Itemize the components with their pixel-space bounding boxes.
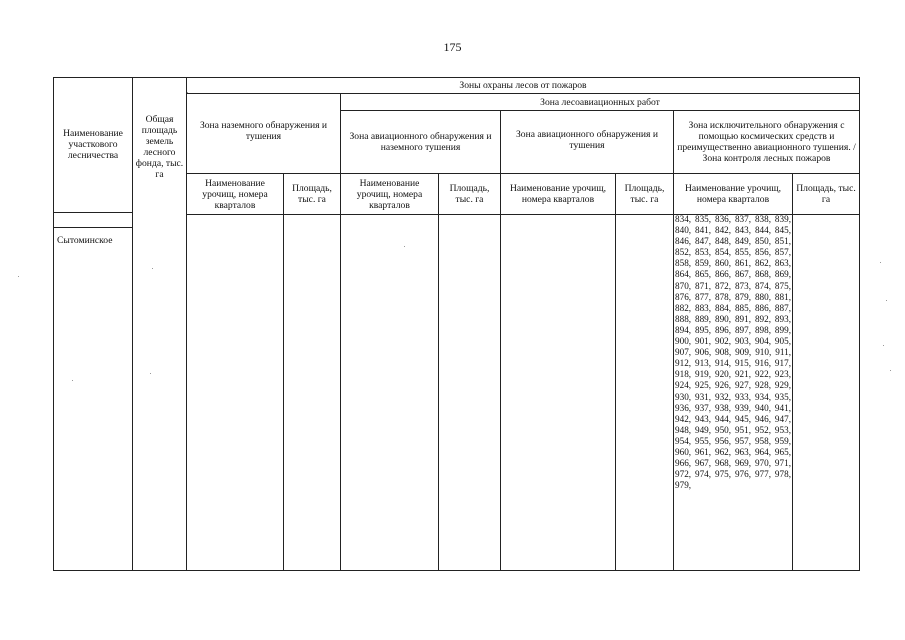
col-rule-sub-4 [792, 173, 793, 571]
scan-speck [152, 268, 153, 269]
scan-speck [187, 92, 188, 93]
table-border-right [859, 77, 860, 571]
header-aviation-ground-zone: Зона авиационного обнаружения и наземного тушения [349, 131, 492, 153]
sub-area-1: Площадь, тыс. га [292, 183, 332, 205]
col-rule-sub-2 [438, 173, 439, 571]
header-name: Наименование участкового лесничества [63, 128, 123, 161]
header-space-zone: Зона исключительного обнаружения с помощью космических средств и преимущественно авиационного тушения. / Зона контроля лесных пожаров [677, 120, 856, 164]
col-rule-sub-3 [615, 173, 616, 571]
sub-tract-4: Наименование урочищ, номера кварталов [684, 183, 782, 205]
sub-area-2: Площадь, тыс. га [449, 183, 490, 205]
rule-name-header-end [53, 212, 132, 213]
col-rule-area [186, 77, 187, 571]
sub-area-3: Площадь, тыс. га [624, 183, 665, 205]
header-ground-zone: Зона наземного обнаружения и тушения [199, 120, 328, 142]
header-fire-zones: Зоны охраны лесов от пожаров [459, 80, 587, 91]
fire-zones-table [53, 77, 860, 571]
sub-tract-3: Наименование урочищ, номера кварталов [509, 183, 607, 205]
sub-tract-1: Наименование урочищ, номера кварталов [202, 177, 268, 211]
sub-tract-2: Наименование урочищ, номера кварталов [356, 177, 423, 211]
rule-name-body-start [53, 227, 132, 228]
table-border-bottom [53, 570, 860, 571]
scan-speck [72, 380, 73, 381]
header-area: Общая площадь земель лесного фонда, тыс. га [135, 114, 184, 180]
scan-speck [150, 373, 151, 374]
scan-speck [886, 300, 887, 301]
scan-speck [880, 262, 881, 263]
scan-speck [883, 345, 884, 346]
page-number: 175 [443, 40, 462, 54]
scan-speck [18, 276, 19, 277]
col-rule-ground [340, 93, 341, 571]
sub-area-4: Площадь, тыс. га [796, 183, 856, 205]
scan-speck [890, 370, 891, 371]
header-aviation-zone: Зона авиационного обнаружения и тушения [516, 128, 658, 151]
scan-speck [404, 246, 405, 247]
header-aviation-works: Зона лесоавиационных работ [540, 96, 660, 108]
quarter-numbers: 834, 835, 836, 837, 838, 839, 840, 841, 842, 843, 844, 845, 846, 847, 848, 849, 850, 851, 852, 853, 854, 855, 856, 857, 858, 859, 860, 861, 862, 863, 864, 865, 866, 867, 868, 869, 870, 871, 872, 873, 874, 875, 876, 877, 878, 879, 880, 881, 882, 883, 884, 885, 886, 887, 888, 889, 890, 891, 892, 893, 894, 895, 896, 897, 898, 899, 900, 901, 902, 903, 904, 905, 907, 906, 908, 909, 910, 911, 912, 913, 914, 915, 916, 917, 918, 919, 920, 921, 922, 923, 924, 925, 926, 927, 928, 929, 930, 931, 932, 933, 934, 935, 936, 937, 938, 939, 940, 941, 942, 943, 944, 945, 946, 947, 948, 949, 950, 951, 952, 953, 954, 955, 956, 957, 958, 959, 960, 961, 962, 963, 964, 965, 966, 967, 968, 969, 970, 971, 972, 974, 975, 976, 977, 978, 979, [675, 214, 791, 491]
forestry-name: Сытоминское [57, 235, 113, 246]
col-rule-sub-1 [283, 173, 284, 571]
